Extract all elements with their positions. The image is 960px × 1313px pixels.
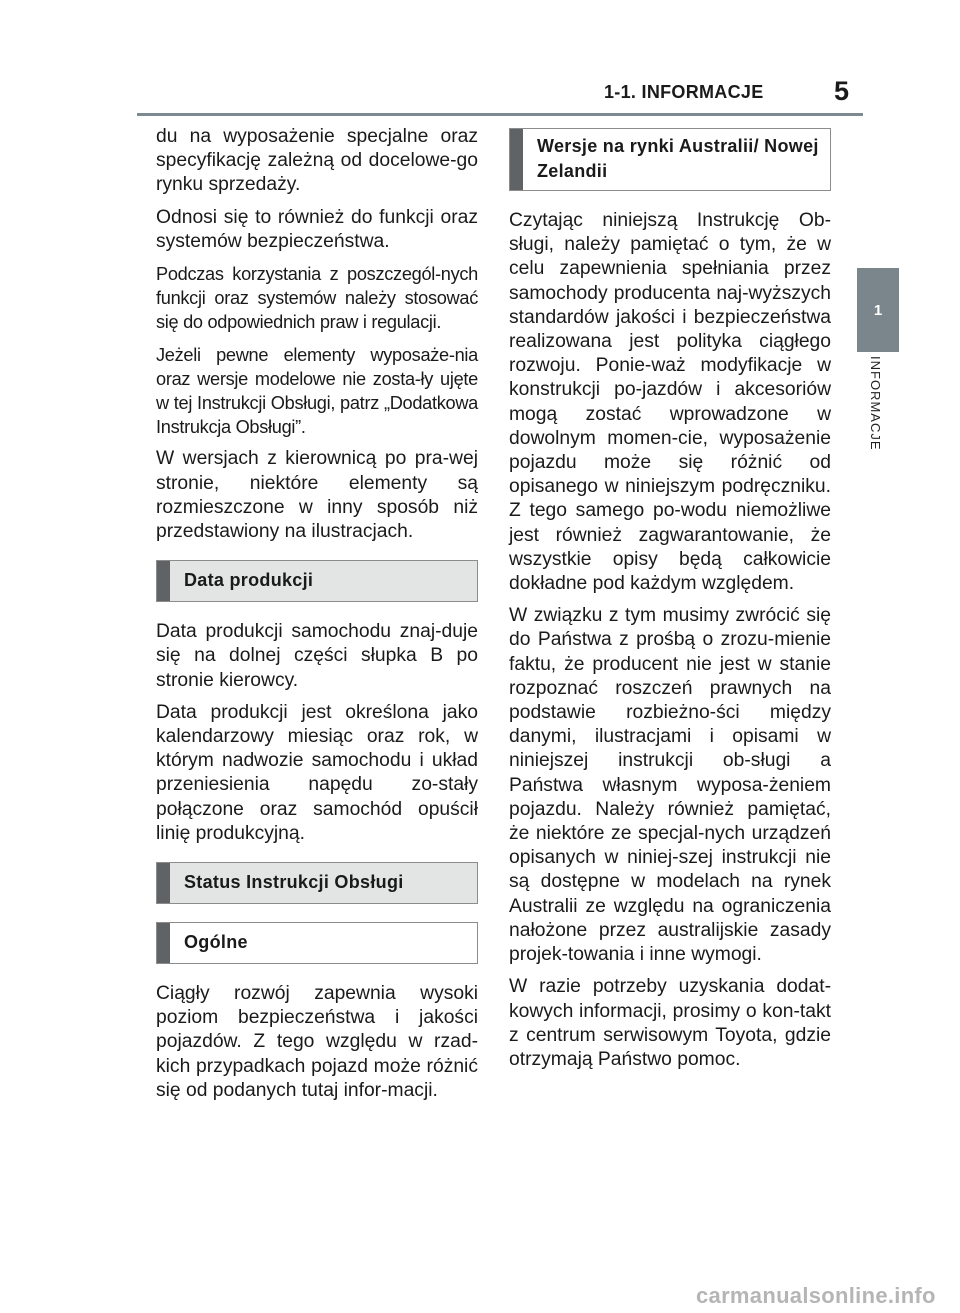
subsection-heading-australia (509, 128, 831, 191)
paragraph: W związku z tym musimy zwrócić się do Państwa z prośbą o zrozu-mienie faktu, że producent nie jest w stanie rozpoznać roszczeń prawnych na podstawie rozbieżno-ści między danymi, ilustracjami i opisami w niniejszej instrukcji ob-sługi a Państwa własnym wyposa-żeniem pojazdu. Należy również pamiętać, że niektóre ze specjal-nych urządzeń opisanych w niniej-szej instrukcji nie są dostępne w modelach na rynek Australii ze względu na ograniczenia nałożone przez australijskie zasady projek-towania i inne wymogi. (509, 605, 831, 966)
heading-text: Ogólne (184, 932, 248, 953)
heading-bar (510, 129, 523, 190)
paragraph: Data produkcji jest określona jako kalendarzowy miesiąc oraz rok, w którym nadwozie samochodu i układ przeniesienia napędu zo-stały połączone oraz samochód opuścił linię produkcyjną. (156, 701, 478, 844)
right-column (509, 125, 831, 1080)
section-heading-status (156, 862, 478, 904)
paragraph: Czytając niniejszą Instrukcję Ob-sługi, należy pamiętać o tym, że w celu zapewnienia spełniania przez samochody producenta naj-wyższych standardów jakości i bezpieczeństwa realizowana jest polityka ciągłego rozwoju. Ponie-waż modyfikacje w konstrukcji po-jazdów i akcesoriów mogą zostać wprowadzone w dowolnym momen-cie, wyposażenie pojazdu może się różnić od opisanego w niniejszym podręczniku. Z tego samego po-wodu niemożliwe jest również zagwarantowanie, że wszystkie opisy będą całkowicie dokładne pod każdym względem. (509, 210, 831, 595)
subsection-heading-ogolne (156, 922, 478, 964)
heading-bar (157, 923, 170, 963)
section-title: 1-1. INFORMACJE (604, 82, 764, 102)
header-divider (137, 113, 863, 116)
paragraph: W razie potrzeby uzyskania dodat-kowych informacji, prosimy o kon-takt z centrum serwisowym Toyota, gdzie otrzymają Państwo pomoc. (509, 976, 831, 1070)
paragraph: Podczas korzystania z poszczegól-nych funkcji oraz systemów należy stosować się do odpowiednich praw i regulacji. (156, 264, 478, 333)
chapter-tab[interactable] (857, 268, 899, 352)
heading-bar (157, 863, 170, 903)
paragraph: W wersjach z kierownicą po pra-wej stronie, niektóre elementy są rozmieszczone w inny sposób niż przedstawiony na ilustracjach. (156, 448, 478, 543)
heading-text: Wersje na rynki Australii/ Nowej Zelandii (537, 136, 819, 181)
section-heading-data-produkcji (156, 560, 478, 602)
chapter-number: 1 (873, 301, 883, 319)
heading-text: Status Instrukcji Obsługi (184, 872, 404, 893)
heading-text: Data produkcji (184, 570, 314, 591)
chapter-label: INFORMACJE (868, 356, 883, 451)
paragraph: Ciągły rozwój zapewnia wysoki poziom bezpieczeństwa i jakości pojazdów. Z tego względu w rzad-kich przypadkach pojazd może różnić się od podanych tutaj infor-macji. (156, 983, 478, 1101)
heading-bar (157, 561, 170, 601)
watermark: carmanualsonline.info (696, 1283, 936, 1308)
paragraph: Data produkcji samochodu znaj-duje się na dolnej części słupka B po stronie kierowcy. (156, 621, 478, 691)
paragraph: du na wyposażenie specjalne oraz specyfikację zależną od docelowe-go rynku sprzedaży. (156, 126, 478, 196)
left-column (156, 125, 478, 1111)
paragraph: Odnosi się to również do funkcji oraz systemów bezpieczeństwa. (156, 206, 478, 252)
page-number: 5 (834, 76, 850, 106)
paragraph: Jeżeli pewne elementy wyposaże-nia oraz wersje modelowe nie zosta-ły ujęte w tej Instrukcji Obsługi, patrz „Dodatkowa Instrukcja Obsługi”. (156, 344, 478, 438)
